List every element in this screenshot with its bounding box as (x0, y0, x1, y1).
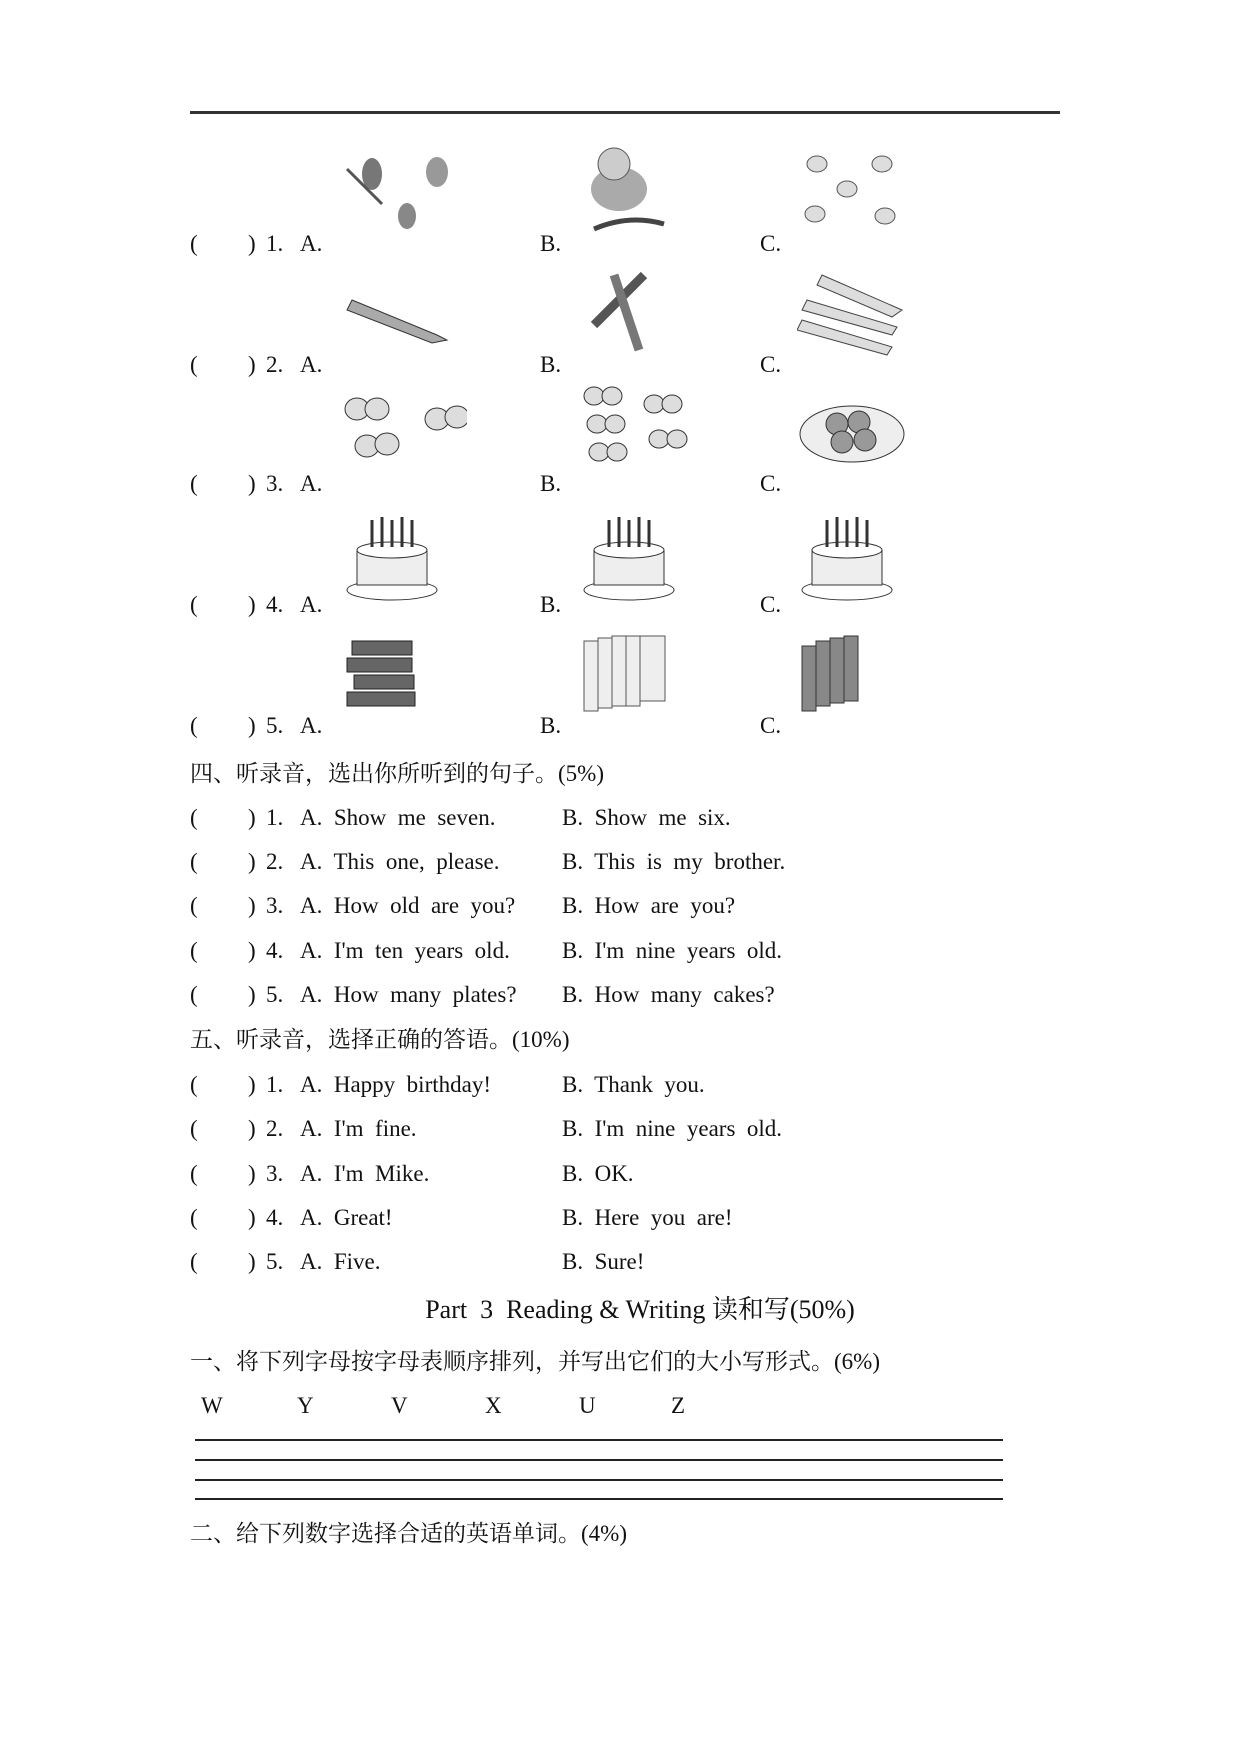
six-eggs-icon[interactable] (342, 384, 467, 482)
option-label-a: A. (300, 231, 323, 256)
option-b[interactable]: B. Here you are! (562, 1205, 733, 1230)
question-number: 4. (266, 592, 284, 617)
letter-y: Y (297, 1393, 314, 1418)
option-a[interactable]: A. How old are you? (300, 893, 516, 918)
cake-candles-icon[interactable] (579, 505, 704, 603)
option-label-b: B. (540, 592, 562, 617)
question-number: 5. (266, 1249, 284, 1274)
answer-blank-open: ( (190, 805, 198, 830)
letter-w: W (201, 1393, 223, 1418)
question-number: 3. (266, 1161, 284, 1186)
plate-of-cakes-icon[interactable] (797, 384, 922, 482)
letter-v: V (391, 1393, 408, 1418)
option-label-c: C. (760, 592, 782, 617)
answer-blank-open: ( (190, 231, 198, 256)
question-number: 5. (266, 713, 284, 738)
section4-title: 四、听录音，选出你所听到的句子。(5%) (190, 761, 604, 786)
three-birds-icon[interactable] (342, 144, 467, 242)
answer-blank-close: ) (248, 1161, 256, 1186)
p3-section1-title: 一、将下列字母按字母表顺序排列，并写出它们的大小写形式。(6%) (190, 1349, 880, 1374)
cake-candles-icon[interactable] (342, 505, 467, 603)
ten-eggs-icon[interactable] (579, 384, 704, 482)
option-a[interactable]: A. I'm fine. (300, 1116, 417, 1141)
option-label-c: C. (760, 713, 782, 738)
answer-blank-open: ( (190, 1116, 198, 1141)
option-a[interactable]: A. This one, please. (300, 849, 500, 874)
letter-u: U (579, 1393, 596, 1418)
option-label-a: A. (300, 713, 323, 738)
answer-blank-close: ) (248, 352, 256, 377)
question-number: 3. (266, 471, 284, 496)
few-books-icon[interactable] (797, 626, 922, 724)
option-b[interactable]: B. Sure! (562, 1249, 645, 1274)
option-a[interactable]: A. Happy birthday! (300, 1072, 491, 1097)
one-pencil-icon[interactable] (342, 265, 467, 363)
option-b[interactable]: B. How are you? (562, 893, 736, 918)
letter-x: X (485, 1393, 502, 1418)
answer-blank-open: ( (190, 713, 198, 738)
question-number: 2. (266, 849, 284, 874)
answer-blank-close: ) (248, 982, 256, 1007)
answer-blank-open: ( (190, 471, 198, 496)
question-number: 1. (266, 231, 284, 256)
option-a[interactable]: A. Great! (300, 1205, 393, 1230)
two-pencils-icon[interactable] (579, 265, 704, 363)
stack-of-books-icon[interactable] (342, 626, 467, 724)
answer-blank-close: ) (248, 231, 256, 256)
option-a[interactable]: A. Five. (300, 1249, 381, 1274)
option-label-b: B. (540, 231, 562, 256)
option-label-b: B. (540, 352, 562, 377)
answer-blank-open: ( (190, 893, 198, 918)
answer-blank-close: ) (248, 938, 256, 963)
five-birds-icon[interactable] (797, 144, 922, 242)
question-number: 1. (266, 805, 284, 830)
answer-blank-close: ) (248, 1205, 256, 1230)
answer-blank-close: ) (248, 713, 256, 738)
letter-z: Z (671, 1393, 686, 1418)
question-number: 3. (266, 893, 284, 918)
option-b[interactable]: B. OK. (562, 1161, 634, 1186)
p3-section2-title: 二、给下列数字选择合适的英语单词。(4%) (190, 1521, 627, 1546)
answer-blank-close: ) (248, 471, 256, 496)
answer-blank-open: ( (190, 1249, 198, 1274)
answer-blank-open: ( (190, 352, 198, 377)
answer-blank-close: ) (248, 1249, 256, 1274)
question-number: 4. (266, 1205, 284, 1230)
question-number: 1. (266, 1072, 284, 1097)
option-b[interactable]: B. I'm nine years old. (562, 1116, 783, 1141)
answer-blank-close: ) (248, 1072, 256, 1097)
option-b[interactable]: B. I'm nine years old. (562, 938, 783, 963)
writing-line[interactable] (195, 1439, 1003, 1441)
answer-blank-open: ( (190, 592, 198, 617)
option-b[interactable]: B. This is my brother. (562, 849, 786, 874)
option-b[interactable]: B. Thank you. (562, 1072, 705, 1097)
option-label-c: C. (760, 352, 782, 377)
answer-blank-open: ( (190, 938, 198, 963)
answer-blank-open: ( (190, 1205, 198, 1230)
answer-blank-close: ) (248, 893, 256, 918)
option-label-a: A. (300, 592, 323, 617)
section5-title: 五、听录音，选择正确的答语。(10%) (190, 1027, 570, 1052)
option-b[interactable]: B. How many cakes? (562, 982, 775, 1007)
one-bird-icon[interactable] (579, 144, 704, 242)
question-number: 2. (266, 1116, 284, 1141)
option-label-c: C. (760, 471, 782, 496)
option-label-a: A. (300, 352, 323, 377)
option-label-c: C. (760, 231, 782, 256)
row-of-books-icon[interactable] (579, 626, 704, 724)
answer-blank-close: ) (248, 592, 256, 617)
writing-line[interactable] (195, 1479, 1003, 1481)
header-rule (190, 111, 1060, 114)
option-a[interactable]: A. How many plates? (300, 982, 517, 1007)
answer-blank-close: ) (248, 805, 256, 830)
answer-blank-close: ) (248, 849, 256, 874)
answer-blank-open: ( (190, 849, 198, 874)
option-label-b: B. (540, 713, 562, 738)
writing-line[interactable] (195, 1459, 1003, 1461)
option-a[interactable]: A. Show me seven. (300, 805, 496, 830)
answer-blank-open: ( (190, 982, 198, 1007)
writing-line[interactable] (195, 1498, 1003, 1500)
question-number: 4. (266, 938, 284, 963)
option-a[interactable]: A. I'm Mike. (300, 1161, 430, 1186)
part3-title: Part 3 Reading & Writing 读和写(50%) (425, 1295, 855, 1324)
question-number: 5. (266, 982, 284, 1007)
option-label-a: A. (300, 471, 323, 496)
three-pencils-icon[interactable] (797, 265, 922, 363)
answer-blank-open: ( (190, 1161, 198, 1186)
cake-candles-icon[interactable] (797, 505, 922, 603)
option-b[interactable]: B. Show me six. (562, 805, 731, 830)
option-label-b: B. (540, 471, 562, 496)
answer-blank-close: ) (248, 1116, 256, 1141)
answer-blank-open: ( (190, 1072, 198, 1097)
option-a[interactable]: A. I'm ten years old. (300, 938, 510, 963)
question-number: 2. (266, 352, 284, 377)
